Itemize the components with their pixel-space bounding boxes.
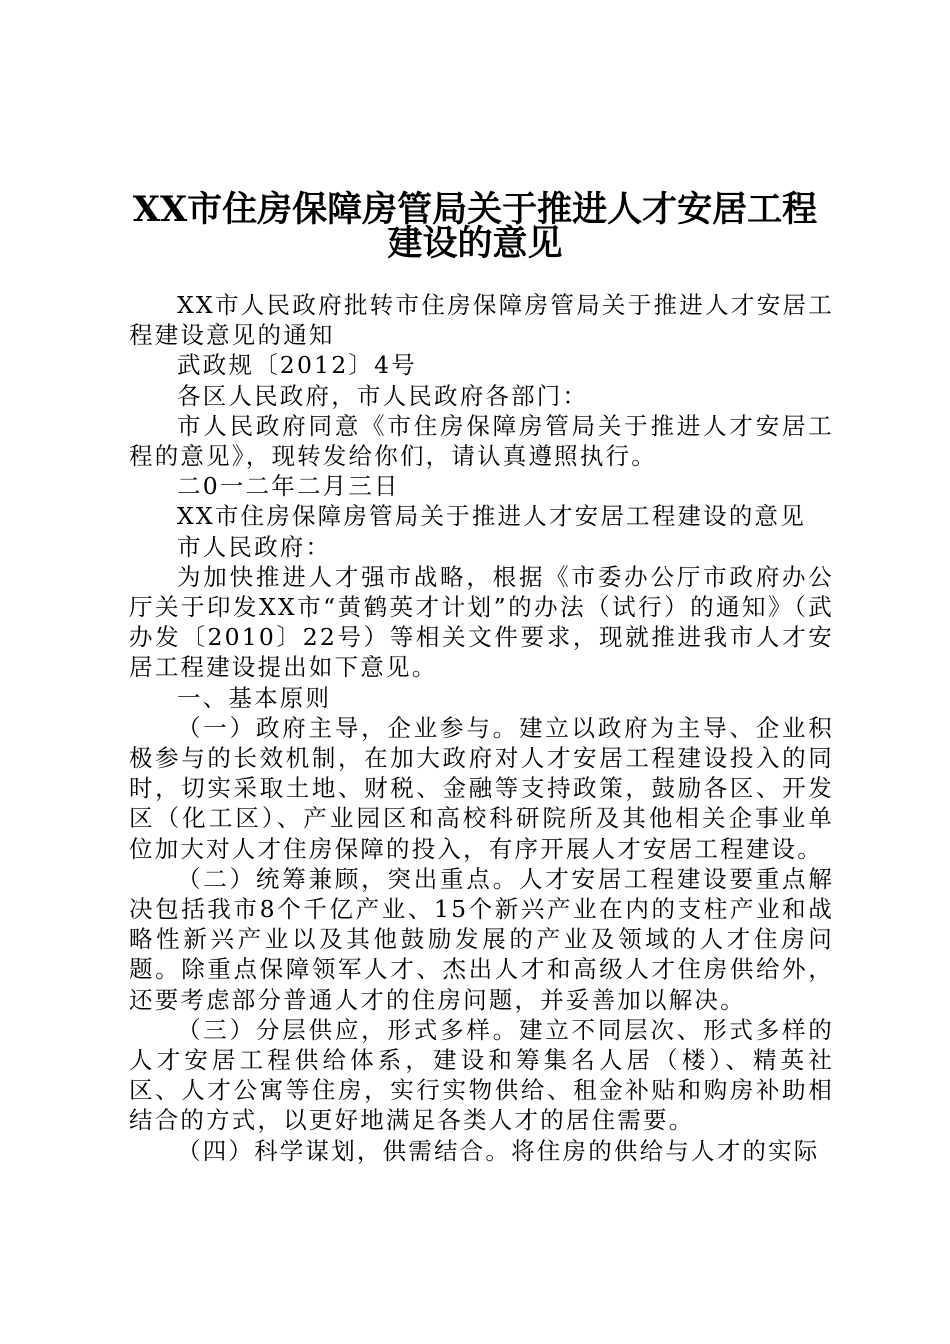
section-heading-principles: 一、基本原则: [177, 683, 332, 712]
document-body: [129, 290, 834, 1166]
paragraph-date: 二0一二年二月三日: [177, 472, 400, 501]
document-title-line-1: XX市住房保障房管局关于推进人才安居工程: [132, 189, 818, 230]
paragraph-intro: 为加快推进人才强市战略，根据《市委办公厅市政府办公厅关于印发XX市“黄鹤英才计划”的办法（试行）的通知》（武办发〔2010〕22号）等相关文件要求，现就推进我市人才安居工程建设提出如下意见。: [129, 562, 834, 682]
paragraph-principle-2: （二）统筹兼顾，突出重点。人才安居工程建设要重点解决包括我市8个千亿产业、15个新兴产业在内的支柱产业和战略性新兴产业以及其他鼓励发展的产业及领域的人才住房问题。除重点保障领军人才、杰出人才和高级人才住房供给外，还要考虑部分普通人才的住房问题，并妥善加以解决。: [129, 864, 834, 1014]
paragraph-opinion-title: XX市住房保障房管局关于推进人才安居工程建设的意见: [177, 502, 806, 531]
paragraph-principle-3: （三）分层供应，形式多样。建立不同层次、形式多样的人才安居工程供给体系，建设和筹集名人居（楼）、精英社区、人才公寓等住房，实行实物供给、租金补贴和购房补助相结合的方式，以更好地满足各类人才的居住需要。: [129, 1015, 834, 1135]
paragraph-notice-title: XX市人民政府批转市住房保障房管局关于推进人才安居工程建设意见的通知: [129, 291, 834, 350]
paragraph-principle-4: （四）科学谋划，供需结合。将住房的供给与人才的实际: [177, 1136, 820, 1165]
document-title-line-2: 建设的意见: [387, 223, 563, 264]
paragraph-doc-number: 武政规〔2012〕4号: [177, 351, 417, 380]
paragraph-approval: 市人民政府同意《市住房保障房管局关于推进人才安居工程的意见》，现转发给你们，请认真遵照执行。: [129, 411, 834, 471]
paragraph-salutation: 市人民政府：: [177, 532, 332, 561]
paragraph-principle-1: （一）政府主导，企业参与。建立以政府为主导、企业积极参与的长效机制，在加大政府对人才安居工程建设投入的同时，切实采取土地、财税、金融等支持政策，鼓励各区、开发区（化工区）、产业园区和高校科研院所及其他相关企事业单位加大对人才住房保障的投入，有序开展人才安居工程建设。: [129, 713, 834, 863]
paragraph-recipients: 各区人民政府，市人民政府各部门：: [177, 381, 589, 410]
